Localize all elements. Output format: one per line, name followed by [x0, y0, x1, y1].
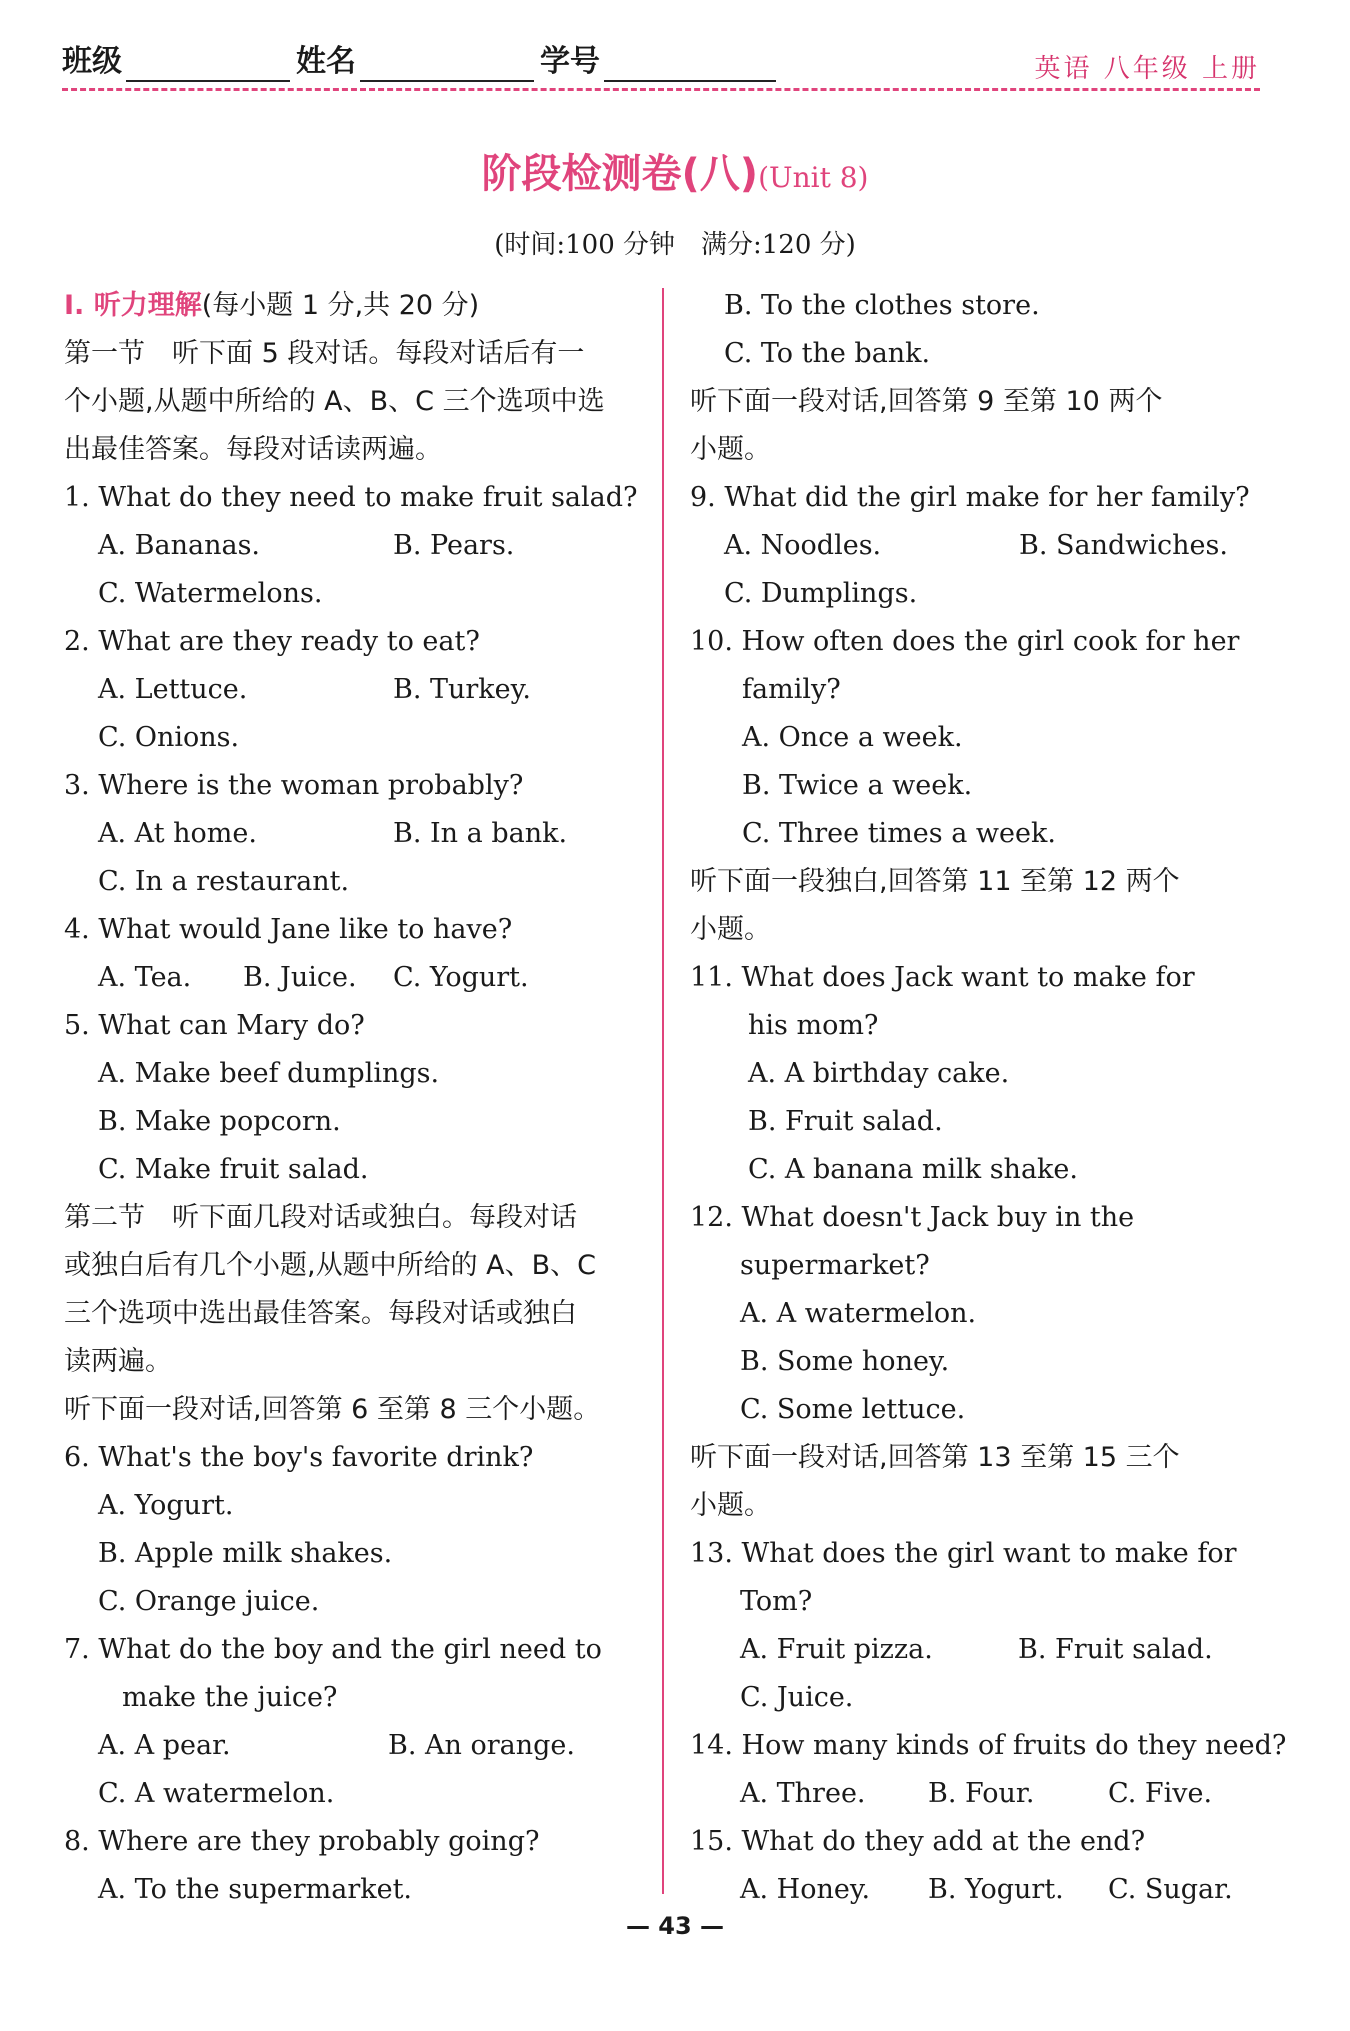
q10-option-a[interactable]: A. Once a week.	[742, 722, 963, 753]
q7-option-a[interactable]: A. A pear.	[98, 1730, 231, 1761]
q3-option-a[interactable]: A. At home.	[98, 818, 257, 849]
q11-option-a[interactable]: A. A birthday cake.	[748, 1058, 1010, 1089]
section-score-note: (每小题 1 分,共 20 分)	[201, 290, 480, 321]
left-column	[64, 282, 638, 1914]
name-blank[interactable]	[360, 46, 534, 82]
question-15: 15. What do they add at the end?	[690, 1826, 1146, 1857]
subject-label: 英语 八年级 上册	[1034, 54, 1260, 84]
q14-option-a[interactable]: A. Three.	[740, 1778, 866, 1809]
q12-option-b[interactable]: B. Some honey.	[740, 1346, 950, 1377]
q10-option-c[interactable]: C. Three times a week.	[742, 818, 1056, 849]
q14-options-row	[690, 1770, 1262, 1818]
q8-option-b[interactable]: B. To the clothes store.	[724, 290, 1040, 321]
monologue-instruction: 小题。	[690, 914, 771, 945]
q13-options-row	[690, 1626, 1262, 1674]
question-12-cont: supermarket?	[740, 1250, 930, 1281]
q13-option-c[interactable]: C. Juice.	[740, 1682, 854, 1713]
title-unit: (Unit 8)	[758, 161, 869, 194]
question-2: 2. What are they ready to eat?	[64, 626, 480, 657]
question-10: 10. How often does the girl cook for her	[690, 626, 1240, 657]
q2-option-b[interactable]: B. Turkey.	[393, 674, 531, 705]
q9-options-row	[690, 522, 1262, 570]
part2-instruction-line: 读两遍。	[64, 1346, 172, 1377]
q15-option-c[interactable]: C. Sugar.	[1108, 1874, 1233, 1905]
q4-option-a[interactable]: A. Tea.	[98, 962, 192, 993]
name-label: 姓名	[296, 44, 356, 79]
question-11: 11. What does Jack want to make for	[690, 962, 1195, 993]
question-1: 1. What do they need to make fruit salad?	[64, 482, 638, 513]
q10-option-b[interactable]: B. Twice a week.	[742, 770, 973, 801]
q14-option-c[interactable]: C. Five.	[1108, 1778, 1213, 1809]
column-divider	[662, 288, 664, 1894]
question-12: 12. What doesn't Jack buy in the	[690, 1202, 1135, 1233]
q9-option-b[interactable]: B. Sandwiches.	[1019, 530, 1228, 561]
q8-option-c[interactable]: C. To the bank.	[724, 338, 931, 369]
q12-option-a[interactable]: A. A watermelon.	[740, 1298, 977, 1329]
q9-option-a[interactable]: A. Noodles.	[724, 530, 882, 561]
title-main: 阶段检测卷(八)	[481, 151, 759, 197]
question-8: 8. Where are they probably going?	[64, 1826, 540, 1857]
q7-option-b[interactable]: B. An orange.	[388, 1730, 575, 1761]
part2-instruction-line: 第二节 听下面几段对话或独白。每段对话	[64, 1202, 577, 1233]
question-11-cont: his mom?	[748, 1010, 879, 1041]
q3-option-c[interactable]: C. In a restaurant.	[98, 866, 350, 897]
id-blank[interactable]	[604, 46, 776, 82]
q11-option-b[interactable]: B. Fruit salad.	[748, 1106, 943, 1137]
question-3: 3. Where is the woman probably?	[64, 770, 524, 801]
q1-option-c[interactable]: C. Watermelons.	[98, 578, 323, 609]
question-6: 6. What's the boy's favorite drink?	[64, 1442, 534, 1473]
question-9: 9. What did the girl make for her family?	[690, 482, 1250, 513]
q9-option-c[interactable]: C. Dumplings.	[724, 578, 918, 609]
q15-option-a[interactable]: A. Honey.	[740, 1874, 871, 1905]
part2-instruction-line: 或独白后有几个小题,从题中所给的 A、B、C	[64, 1250, 597, 1281]
q7-options-row	[64, 1722, 634, 1770]
q4-options-row	[64, 954, 634, 1002]
part1-instruction-line: 第一节 听下面 5 段对话。每段对话后有一	[64, 338, 585, 369]
question-13-cont: Tom?	[740, 1586, 813, 1617]
question-7: 7. What do the boy and the girl need to	[64, 1634, 602, 1665]
question-5: 5. What can Mary do?	[64, 1010, 365, 1041]
q6-option-b[interactable]: B. Apple milk shakes.	[98, 1538, 393, 1569]
q14-option-b[interactable]: B. Four.	[928, 1778, 1035, 1809]
q12-option-c[interactable]: C. Some lettuce.	[740, 1394, 966, 1425]
q15-option-b[interactable]: B. Yogurt.	[928, 1874, 1064, 1905]
id-label: 学号	[540, 44, 600, 79]
class-label: 班级	[62, 44, 122, 79]
q15-options-row	[690, 1866, 1262, 1914]
header-divider	[62, 88, 1260, 91]
q13-option-a[interactable]: A. Fruit pizza.	[740, 1634, 933, 1665]
q5-option-a[interactable]: A. Make beef dumplings.	[98, 1058, 440, 1089]
section-title	[64, 282, 634, 330]
student-info-fields	[62, 42, 782, 82]
q2-option-a[interactable]: A. Lettuce.	[98, 674, 248, 705]
q1-options-row	[64, 522, 634, 570]
part1-instruction-line: 个小题,从题中所给的 A、B、C 三个选项中选	[64, 386, 605, 417]
part2-instruction-line: 三个选项中选出最佳答案。每段对话或独白	[64, 1298, 577, 1329]
q1-option-b[interactable]: B. Pears.	[393, 530, 515, 561]
question-14: 14. How many kinds of fruits do they need?	[690, 1730, 1287, 1761]
class-blank[interactable]	[126, 46, 290, 82]
q5-option-c[interactable]: C. Make fruit salad.	[98, 1154, 369, 1185]
q3-option-b[interactable]: B. In a bank.	[393, 818, 568, 849]
q8-option-a[interactable]: A. To the supermarket.	[98, 1874, 413, 1905]
q6-option-c[interactable]: C. Orange juice.	[98, 1586, 320, 1617]
q6-option-a[interactable]: A. Yogurt.	[98, 1490, 234, 1521]
q2-option-c[interactable]: C. Onions.	[98, 722, 240, 753]
q11-option-c[interactable]: C. A banana milk shake.	[748, 1154, 1078, 1185]
q3-options-row	[64, 810, 634, 858]
part1-instruction-line: 出最佳答案。每段对话读两遍。	[64, 434, 442, 465]
q7-option-c[interactable]: C. A watermelon.	[98, 1778, 335, 1809]
q4-option-b[interactable]: B. Juice.	[243, 962, 357, 993]
monologue-instruction: 听下面一段独白,回答第 11 至第 12 两个	[690, 866, 1180, 897]
question-7-cont: make the juice?	[122, 1682, 338, 1713]
q4-option-c[interactable]: C. Yogurt.	[393, 962, 529, 993]
q1-option-a[interactable]: A. Bananas.	[98, 530, 261, 561]
page-title	[0, 142, 1350, 199]
q2-options-row	[64, 666, 634, 714]
dialog2-instruction: 小题。	[690, 434, 771, 465]
dialog3-instruction: 听下面一段对话,回答第 13 至第 15 三个	[690, 1442, 1180, 1473]
dialog1-instruction: 听下面一段对话,回答第 6 至第 8 三个小题。	[64, 1394, 601, 1425]
page-header	[62, 42, 1260, 88]
section-title-text: Ⅰ. 听力理解	[64, 290, 202, 321]
q5-option-b[interactable]: B. Make popcorn.	[98, 1106, 341, 1137]
right-column	[690, 282, 1287, 1914]
dialog2-instruction: 听下面一段对话,回答第 9 至第 10 两个	[690, 386, 1163, 417]
page-number: — 43 —	[625, 1912, 725, 1940]
question-13: 13. What does the girl want to make for	[690, 1538, 1237, 1569]
dialog3-instruction: 小题。	[690, 1490, 771, 1521]
question-4: 4. What would Jane like to have?	[64, 914, 513, 945]
time-info: (时间:100 分钟 满分:120 分)	[494, 230, 856, 260]
question-10-cont: family?	[742, 674, 841, 705]
q13-option-b[interactable]: B. Fruit salad.	[1018, 1634, 1213, 1665]
